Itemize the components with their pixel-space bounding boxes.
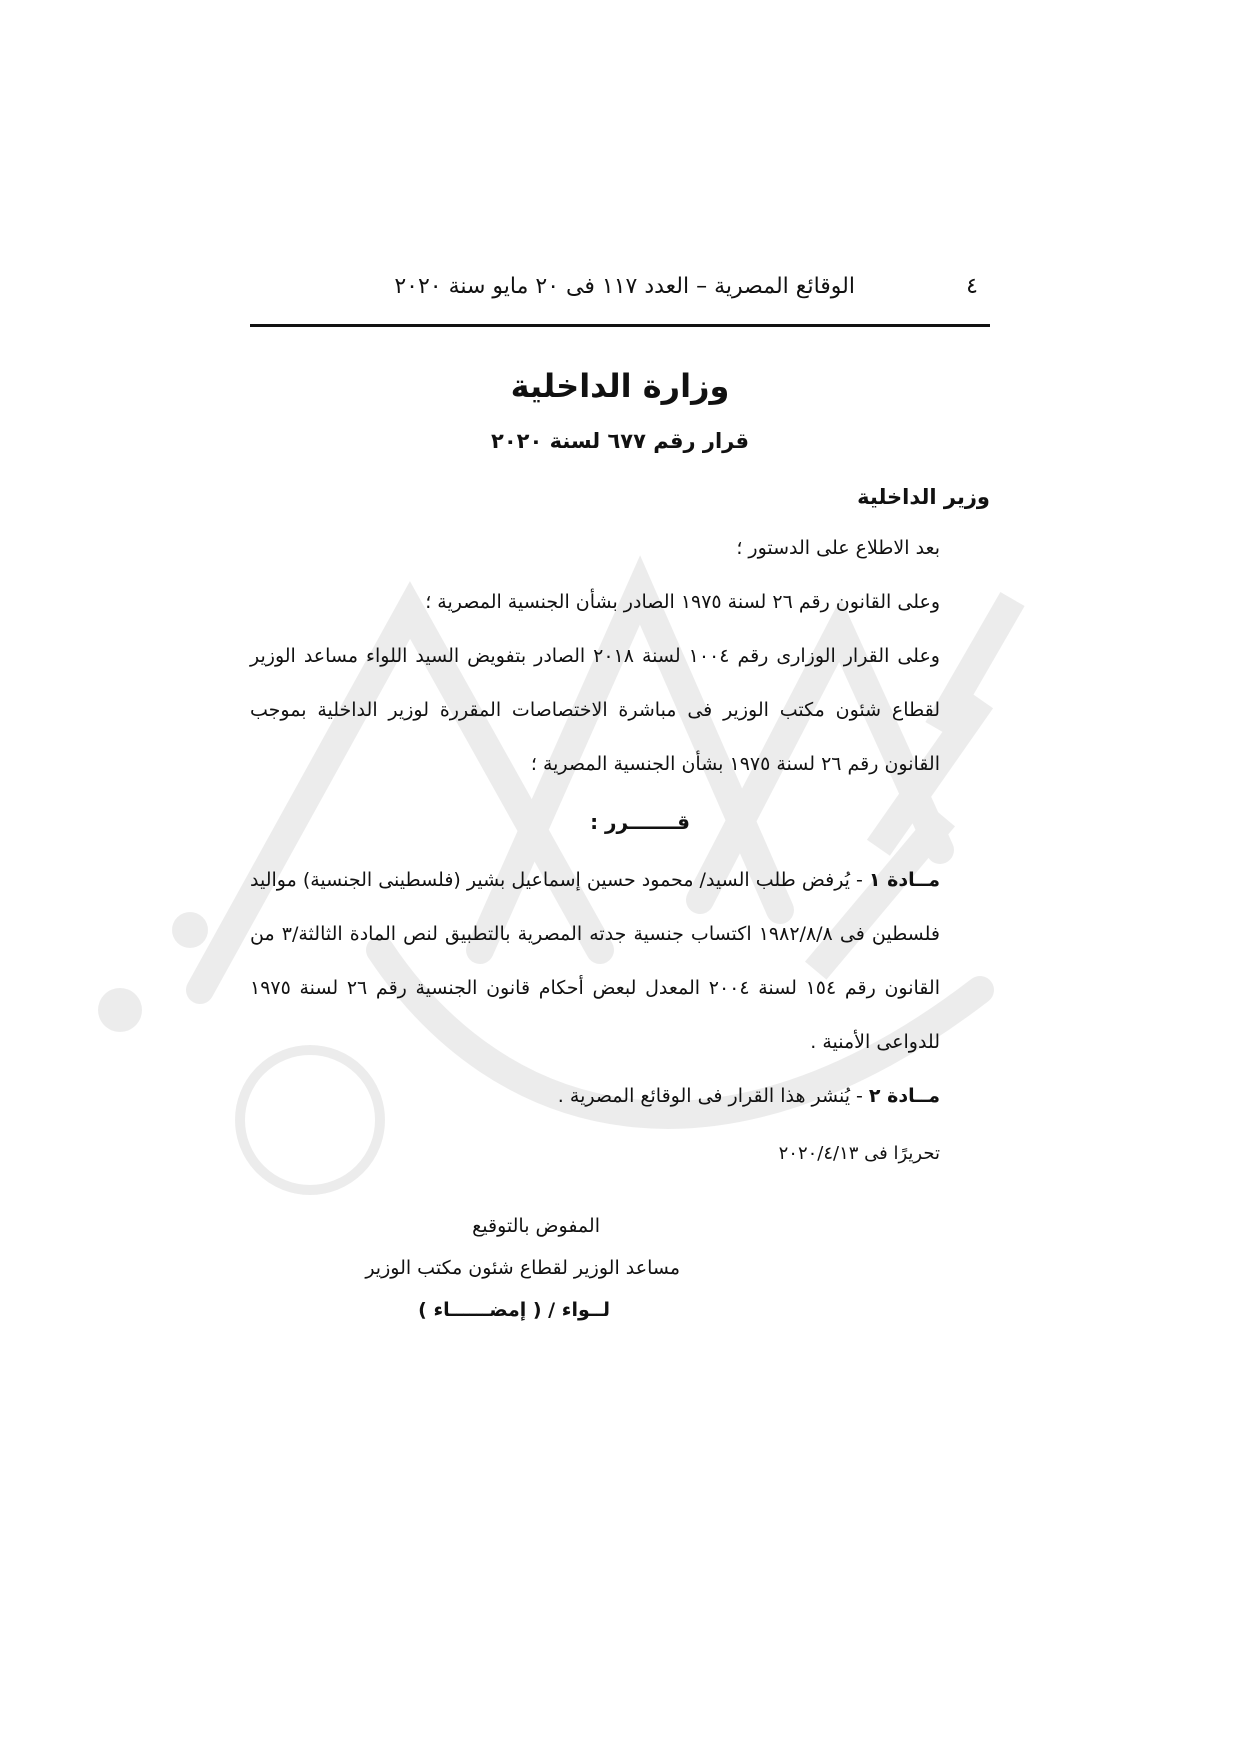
- page-number: ٤: [966, 274, 978, 299]
- article-text: - يُنشر هذا القرار فى الوقائع المصرية .: [557, 1085, 869, 1107]
- article-text: - يُرفض طلب السيد/ محمود حسين إسماعيل بشير (فلسطينى الجنسية) مواليد فلسطين فى ١٩٨٢/٨/٨ اكتساب جنسية جدته المصرية بالتطبيق لنص المادة الثالثة/٣ من القانون رقم ١٥٤ لسنة ٢٠٠٤ المعدل لبعض أحكام قانون الجنسية رقم ٢٦ لسنة ١٩٧٥ للدواعى الأمنية .: [250, 869, 940, 1053]
- ministry-title: وزارة الداخلية: [510, 367, 730, 405]
- article-2: [250, 1069, 990, 1123]
- signature-rank: لــواء / ( إمضــــــاء ): [418, 1299, 610, 1321]
- decided-label: قـــــــرر: [605, 810, 690, 834]
- article-1: [250, 853, 990, 1069]
- header-divider: [250, 324, 990, 327]
- preamble-line: وعلى القانون رقم ٢٦ لسنة ١٩٧٥ الصادر بشأن الجنسية المصرية ؛: [425, 591, 940, 613]
- signature-block: [300, 1205, 680, 1331]
- article-label: مــادة ٢: [868, 1085, 940, 1107]
- gazette-page: [250, 270, 990, 1321]
- signature-delegate: المفوض بالتوقيع: [472, 1215, 600, 1237]
- signature-position: مساعد الوزير لقطاع شئون مكتب الوزير: [365, 1257, 680, 1279]
- preamble-line: بعد الاطلاع على الدستور ؛: [736, 537, 940, 559]
- date-line: تحريرًا فى ٢٠٢٠/٤/١٣: [778, 1143, 940, 1164]
- issuer-title: وزير الداخلية: [857, 485, 990, 509]
- gazette-issue-line: الوقائع المصرية – العدد ١١٧ فى ٢٠ مايو سنة ٢٠٢٠: [394, 274, 855, 299]
- decided-colon: :: [590, 810, 606, 834]
- page-header: [250, 270, 990, 310]
- decree-body: [250, 521, 990, 1181]
- article-label: مــادة ١: [868, 869, 941, 891]
- decided-heading: [250, 795, 990, 849]
- preamble-line: وعلى القرار الوزارى رقم ١٠٠٤ لسنة ٢٠١٨ الصادر بتفويض السيد اللواء مساعد الوزير لقطاع شئون مكتب الوزير فى مباشرة الاختصاصات المقررة لوزير الداخلية بموجب القانون رقم ٢٦ لسنة ١٩٧٥ بشأن الجنسية المصرية ؛: [250, 645, 940, 775]
- decree-number: قرار رقم ٦٧٧ لسنة ٢٠٢٠: [491, 429, 749, 453]
